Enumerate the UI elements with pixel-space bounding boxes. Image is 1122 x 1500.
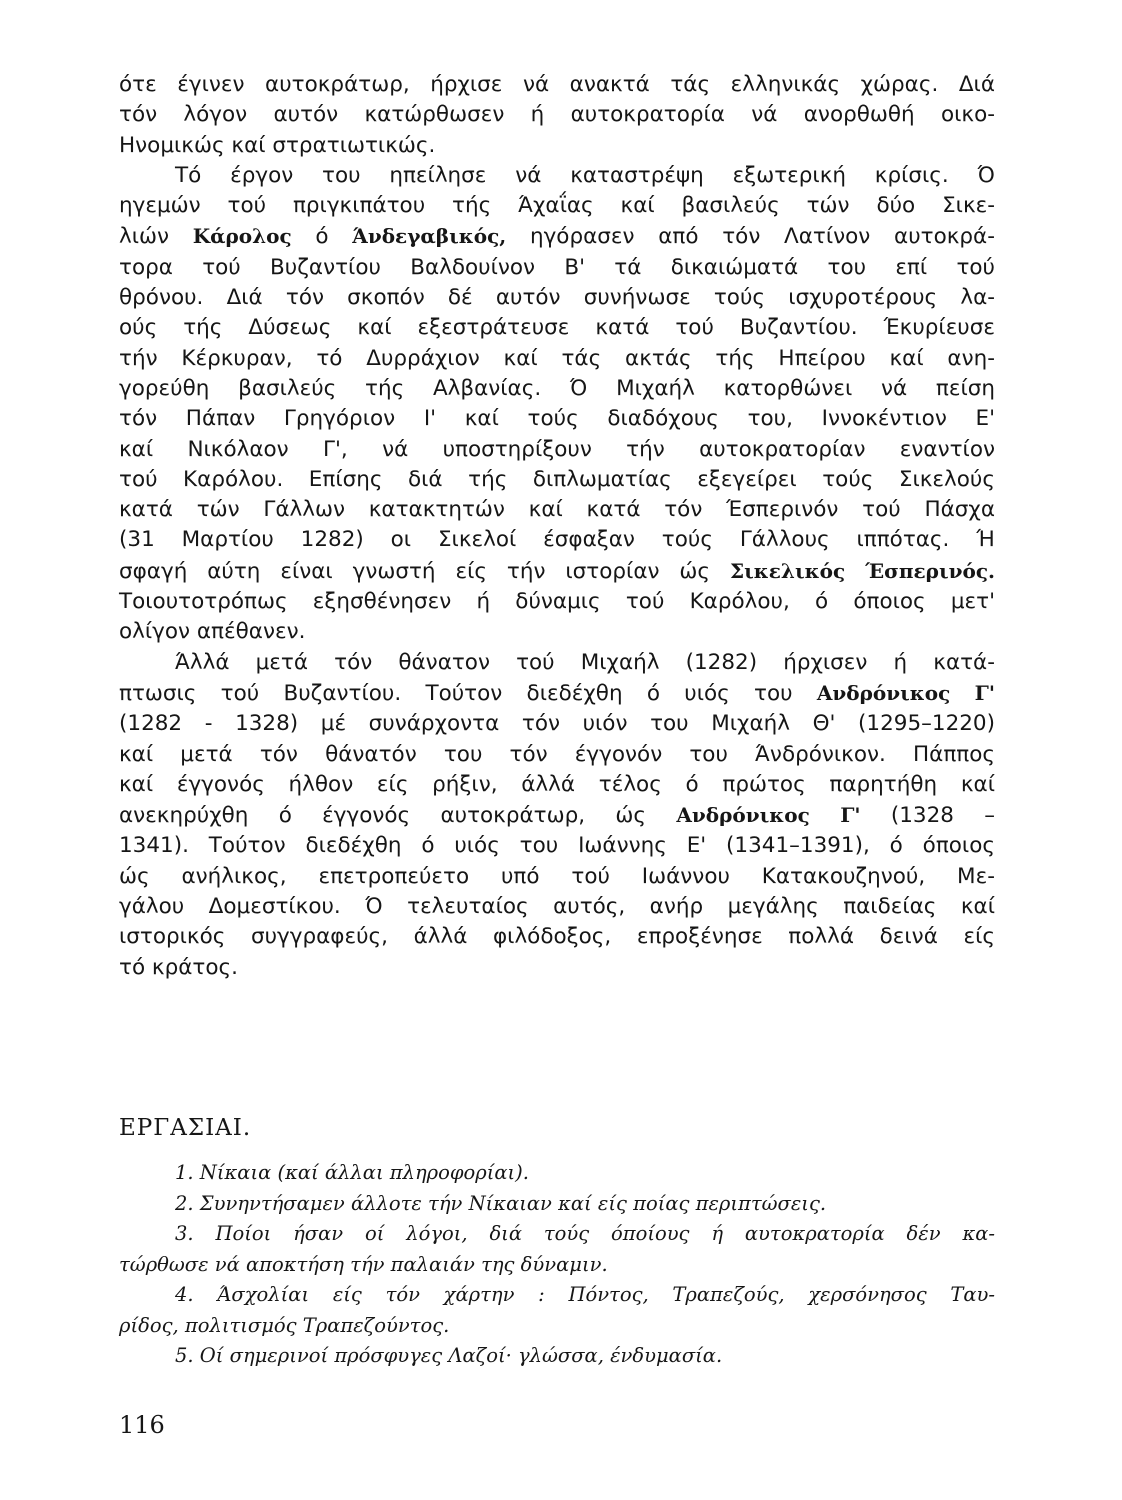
text-line: 1341). Τούτον διεδέχθη ό υιός του Ιωάννης Ε' (1341–1391), ό όποιος <box>119 833 995 859</box>
text-line: Τό έργον του ηπείλησε νά καταστρέψη εξωτερική κρίσις. Ό <box>175 162 995 188</box>
text-line: τόν λόγον αυτόν κατώρθωσεν ή αυτοκρατορία νά ανορθωθή οικο- <box>119 102 995 128</box>
text-line: καί μετά τόν θάνατόν του τόν έγγονόν του Άνδρόνικον. Πάππος <box>119 741 995 767</box>
text-line: τό κράτος. <box>119 954 238 980</box>
text-line: θρόνου. Διά τόν σκοπόν δέ αυτόν συνήνωσε τούς ισχυροτέρους λα- <box>119 285 995 311</box>
text-line: τόν Πάπαν Γρηγόριον Ι' καί τούς διαδόχους του, Ιννοκέντιον Ε' <box>119 406 995 432</box>
paragraph-2 <box>119 161 995 648</box>
bold-name-andronikos: Ανδρόνικος Γ' <box>676 803 861 828</box>
text-line: καί Νικόλαον Γ', νά υποστηρίξουν τήν αυτοκρατορίαν εναντίον <box>119 436 995 462</box>
text-line: Ηνομικώς καί στρατιωτικώς. <box>119 132 436 158</box>
bold-name-karolos: Κάρολος <box>192 224 292 249</box>
text-line: ολίγον απέθανεν. <box>119 619 306 645</box>
exercises-list <box>119 1158 995 1372</box>
exercise-item: 4. Άσχολίαι είς τόν χάρτην : Πόντος, Τραπεζούς, χερσόνησος Ταυ- <box>175 1283 995 1306</box>
exercise-item-continuation: ρίδος, πολιτισμός Τραπεζούντος. <box>119 1313 450 1337</box>
text-line: Τοιουτοτρόπως εξησθένησεν ή δύναμις τού Καρόλου, ό όποιος μετ' <box>119 589 995 615</box>
bold-name-andegavikos: Άνδεγαβικός, <box>352 224 507 249</box>
exercise-item: 1. Νίκαια (καί άλλαι πληροφορίαι). <box>175 1161 529 1184</box>
text-line: σφαγή αύτη είναι γνωστή είς τήν ιστορίαν ώς Σικελικός Έσπερινός. <box>119 558 996 584</box>
text-line: ούς τής Δύσεως καί εξεστράτευσε κατά τού Βυζαντίου. Έκυρίευσε <box>119 315 995 341</box>
text-line: ηγεμών τού πριγκιπάτου τής Άχαΐας καί βασιλεύς τών δύο Σικε- <box>119 193 995 219</box>
text-line: πτωσις τού Βυζαντίου. Τούτον διεδέχθη ό υιός του Ανδρόνικος Γ' <box>119 680 995 706</box>
text-line: ανεκηρύχθη ό έγγονός αυτοκράτωρ, ώς Ανδρόνικος Γ' (1328 – <box>119 803 995 829</box>
page-number: 116 <box>119 1411 165 1439</box>
text-line: καί έγγονός ήλθον είς ρήξιν, άλλά τέλος ό πρώτος παρητήθη καί <box>119 771 995 797</box>
exercise-item-continuation: τώρθωσε νά αποκτήση τήν παλαιάν της δύναμιν. <box>119 1252 608 1276</box>
text-line: ώς ανήλικος, επετροπεύετο υπό τού Ιωάννου Κατακουζηνού, Με- <box>119 863 995 889</box>
paragraph-3 <box>119 648 995 983</box>
text-line: γορεύθη βασιλεύς τής Αλβανίας. Ό Μιχαήλ κατορθώνει νά πείση <box>119 375 995 401</box>
exercise-item: 2. Συνηντήσαμεν άλλοτε τήν Νίκαιαν καί είς ποίας περιπτώσεις. <box>175 1191 827 1215</box>
text-line: κατά τών Γάλλων κατακτητών καί κατά τόν Έσπερινόν τού Πάσχα <box>119 497 995 523</box>
text-line: Άλλά μετά τόν θάνατον τού Μιχαήλ (1282) ήρχισεν ή κατά- <box>175 649 995 675</box>
bold-term-sicilian-vespers: Σικελικός Έσπερινός. <box>729 558 996 583</box>
main-text <box>119 70 995 983</box>
text-line: (1282 - 1328) μέ συνάρχοντα τόν υιόν του Μιχαήλ Θ' (1295–1220) <box>119 711 995 737</box>
text-line: ότε έγινεν αυτοκράτωρ, ήρχισε νά ανακτά τάς ελληνικάς χώρας. Διά <box>119 72 995 97</box>
text-line: γάλου Δομεστίκου. Ό τελευταίος αυτός, ανήρ μεγάλης παιδείας καί <box>119 894 995 920</box>
bold-name-andronikos: Ανδρόνικος Γ' <box>816 680 995 705</box>
exercise-item: 3. Ποίοι ήσαν οί λόγοι, διά τούς όποίους ή αυτοκρατορία δέν κα- <box>175 1222 995 1245</box>
text-line: ιστορικός συγγραφεύς, άλλά φιλόδοξος, επροξένησε πολλά δεινά είς <box>119 924 995 950</box>
paragraph-1 <box>119 70 995 161</box>
text-line: λιών Κάρολος ό Άνδεγαβικός, ηγόρασεν από τόν Λατίνον αυτοκρά- <box>119 224 995 250</box>
text-line: (31 Μαρτίου 1282) οι Σικελοί έσφαξαν τούς Γάλλους ιππότας. Ή <box>119 527 995 553</box>
text-line: τορα τού Βυζαντίου Βαλδουίνον Β' τά δικαιώματά του επί τού <box>119 254 995 280</box>
exercise-item: 5. Οί σημερινοί πρόσφυγες Λαζοί· γλώσσα, ένδυμασία. <box>175 1344 723 1367</box>
text-line: τήν Κέρκυραν, τό Δυρράχιον καί τάς ακτάς τής Ηπείρου καί ανη- <box>119 345 995 371</box>
exercises-heading: ΕΡΓΑΣΙΑΙ. <box>119 1115 252 1141</box>
text-line: τού Καρόλου. Επίσης διά τής διπλωματίας εξεγείρει τούς Σικελούς <box>119 466 995 492</box>
